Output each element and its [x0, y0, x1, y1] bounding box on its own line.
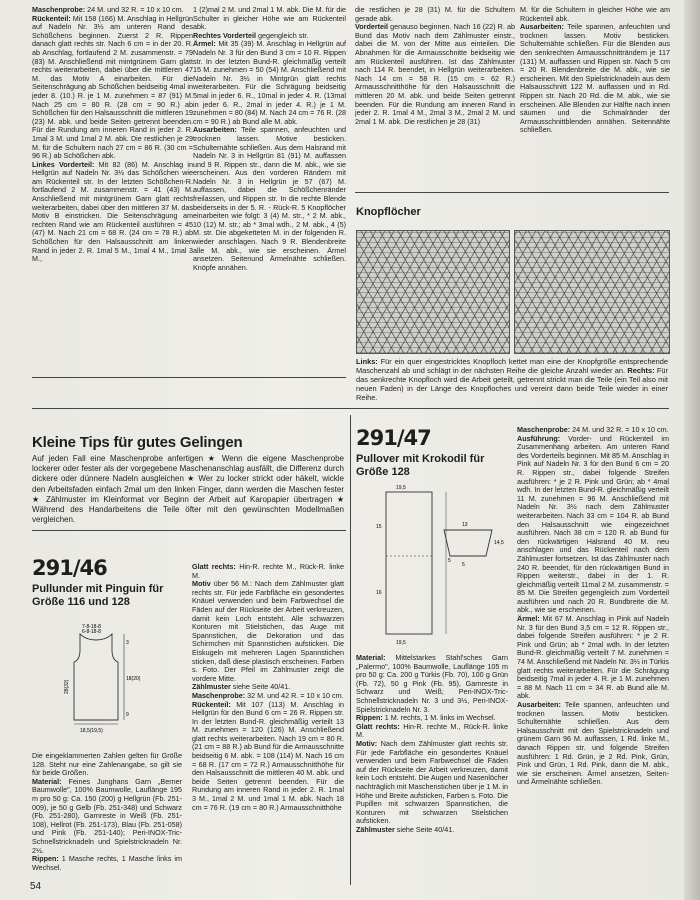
divider-vertical	[350, 415, 351, 885]
diagram-46-label: 18(20)	[126, 676, 141, 682]
para-46-1: Material: Feines Junghans Garn „Berner Baumwolle", 100% Baumwolle, Lauflänge 195 m pro 50 g: Ca. 150 (200) g Hellgrün (Fb. 251-009), je 50 g Gelb (Fb. 251-348) und Schwarz (Fb. 251-280), Garnreste in Weiß (Fb. 251-108), Hellrot (Fb. 251-173), Blau (Fb. 251-058) und Pink (Fb. 251-140); Peri-INOX-Tric-Schnellstricknadeln und Spielstricknadeln Nr. 2½.	[32, 776, 182, 855]
tips-body: Auf jeden Fall eine Maschenprobe anfertigen ★ Wenn die eigene Maschenprobe lockerer oder fester als der vorgegebene Maschenanschlag ausfällt, die Differenz durch dickere oder dünnere Nadeln ausgleichen ★ Wer zu locker strickt oder häkelt, wickle den Arbeitsfaden einfach 2mal um den linken Finger, dann werden die Maschen fester ★ Zählmuster im Kleinformat vor Beginn der Arbeit auf Karopapier übertragen ★ Während des Handarbeitens die Teile öfter mit den gewünschten Modellmaßen vergleichen.	[32, 454, 344, 525]
diagram-47-label: 15	[376, 524, 382, 530]
para-47-3: Motiv: Nach dem Zählmuster glatt rechts str. Für jede Farbfläche ein gesondertes Knäuel verwenden und beim Farbwechsel die Fäden auf der Rückseite der Arbeit verkreuzen, damit kein Loch entsteht. Die Augen und Nasenlöcher nachträglich mit Maschenstichen über je 1 M. in Höhe und Breite aufsticken, Farben s. Foto. Die Pupillen mit schwarzen Spannstichen, die Konturen mit schwarzen Stielstichen aufsticken.	[356, 738, 508, 826]
knopf-caption: Links: Für ein quer eingestricktes Knopfloch kettet man eine der Knopfgröße entsprechende Maschenzahl ab und schlägt in der nächsten Reihe die gleiche Anzahl wieder an. Rechts: Für das senkrechte Knopfloch wird die Arbeit geteilt, getrennt strickt man die Teile (ein Teil also mit neuen Faden) in der Länge des Knopfloches und vereint dann beide Teile wieder in einer Reihe.	[356, 357, 668, 402]
para-c3-0: die restlichen je 28 (31) M. für die Schultern gerade abk.	[355, 6, 515, 23]
para-47r-3: Ausarbeiten: Teile spannen, anfeuchten und trocknen lassen. Motiv besticken. Schulternähte schließen. Aus dem Halsausschnitt mit den Spielstricknadeln und grünem Garn 96 M. auffassen, 1 Rd. linke M., danach Rippen str. und folgende Streifen ausführen: 1 Rd. Grün, je 2 Rd. Pink, Grün, Pink und Grün, 1 Rd. Pink, dann die M. abk., wie sie erscheinen. Ärmel ansetzen, Seiten- und Ärmelnähte schließen.	[517, 700, 669, 787]
para-46-0: Die eingeklammerten Zahlen gelten für Größe 128. Steht nur eine Zahlenangabe, so gilt sie für beide Größen.	[32, 752, 182, 778]
diagram-47-label: 19,5	[396, 640, 406, 646]
para-c2-3: Ausarbeiten: Teile spannen, anfeuchten und trocknen lassen. Motive besticken. Schulternähte schließen. Aus dem Halsrand mit Nadeln Nr. 3 in Hellgrün 81 (91) M. auffassen und 9 R. Rippen str., dann die M. abk., wie sie erscheinen. Aus den vorderen Rändern mit Nadeln Nr. 3 in Hellgrün je 57 (67) M. auffassen, dabei die Schößchenränder freilassen, und Rippen str. In die rechte Blende beiderseits in der 5. R. - Rück-R. 5 Knopflöcher einarbeiten wie folgt: 3 (4) M. str., * 2 M. abk., 10 (12) M. str.; ab * 3mal wdh., 2 M. abk., 4 (5) M. str. Die abgeketteten M. in der folgenden R. wieder anschlagen. Nach 9 R. Blendenbreite alle M. abk., wie sie erscheinen. Ärmel ansetzen. Seitenund Ärmelnähte schließen. Knöpfe annähen.	[193, 125, 346, 272]
para-c4-1: Ausarbeiten: Teile spannen, anfeuchten und trocknen lassen. Motiv besticken. Schulternähte schließen. Für die Blenden aus den senkrechten Armausschnitträndern je 117 (131) M. auffassen und Rippen str. Nach 5 cm = 20 R. Blendenbreite die M. abk., wie sie erscheinen. Mit den Spielstricknadeln aus dem Halsausschnitt 122 M. auffassen und in Rd. Rippen str. Nach 20 Rd. die M. abk., wie sie erscheinen. Alle Blenden zur Hälfte nach innen säumen und die Schmalränder der Armausschnittblenden annähen. Seitennähte schließen.	[520, 22, 670, 135]
col2-bottom	[192, 563, 344, 879]
para-c2b-0: Glatt rechts: Hin-R. rechte M., Rück-R. linke M.	[192, 563, 344, 580]
article-46-body	[32, 752, 182, 874]
article-47-subtitle: Pullover mit Krokodil für Größe 128	[356, 453, 485, 478]
para-c2-1: Rechtes Vorderteil gegengleich str.	[193, 30, 309, 40]
article-46-subtitle: Pullunder mit Pinguin für Größe 116 und 128	[32, 583, 164, 608]
diagram-46-label: 9	[126, 712, 129, 718]
diagram-46-label: 7-8-18-8	[82, 624, 101, 630]
diagram-47-label: 13	[462, 522, 468, 528]
col1-top	[32, 6, 193, 386]
diagram-46-label: 28(32)	[64, 679, 70, 694]
col3-top	[355, 6, 515, 188]
pattern-diagram-47	[362, 482, 508, 648]
divider-knopf	[355, 192, 669, 193]
buttonhole-photo-left	[356, 230, 510, 354]
page-edge	[684, 0, 700, 900]
diagram-47-label: 14,5	[494, 540, 504, 546]
para-47-0: Material: Mittelstarkes Stahl'sches Garn „Palermo", 100% Baumwolle, Lauflänge 105 m pro 50 g: Ca. 200 g Türkis (Fb. 70), 100 g Grün (Fb. 72), 50 g Pink (Fb. 95), Garnreste in Schwarz und Weiß; Peri-INOX-Tric-Schnellstricknadeln Nr. 3 und 3½, Peri-INOX-Spielstricknadeln Nr. 3.	[356, 654, 508, 714]
para-47-2: Glatt rechts: Hin-R. rechte M., Rück-R. linke M.	[356, 721, 508, 740]
article-47-body	[356, 654, 508, 880]
article-47-number: 291/47	[356, 426, 431, 450]
diagram-47-label: 16	[376, 590, 382, 596]
diagram-47-label: 19,5	[396, 485, 406, 491]
col2-top	[193, 6, 346, 386]
para-46-2: Rippen: 1 Masche rechts, 1 Masche links im Wechsel.	[32, 854, 182, 872]
para-c2-2: Ärmel: Mit 35 (39) M. Anschlag in Hellgrün auf Nadeln Nr. 3 für den Bund 3 cm = 10 R. Rippen str. In der letzten Bund-R. gleichmäßig verteilt 15 M. zunehmen = 50 (54) M. Anschließend mit Nadeln Nr. 3½ in Mintgrün glatt rechts weiterarbeiten. Für die Schrägung beidseitig 5mal in jeder 6. R., 10mal in jeder 4. R. (13mal in jeder 6. R., 2mal in jeder 4. R.) je 1 M. zunehmen = 80 (84) M. Nach 24 cm = 76 R. (28 cm = 90 R.) ab Bund alle M. abk.	[193, 39, 346, 126]
diagram-47-label: 5	[462, 562, 465, 568]
para-c1-2: Linkes Vorderteil: Mit 82 (86) M. Anschlag in Hellgrün auf Nadeln Nr. 3½ das Schößchen wie am Rückenteil str. In der letzten Schößchen-R. fortlaufend 2 M. zusammenstr. = 41 (43) M. Anschließend mit mintgrünem Garn glatt rechts weiterarbeiten, dabei über den mittleren 37 M. das Motiv B einstricken. Die Seitenschrägung am rechten Rand wie am Rückenteil ausführen = 45 (47) M. Nach 21 cm = 68 R. (24 cm = 78 R.) ab Schößchen für den Halsausschnitt am linken Rand in jeder 2. R. 1mal 5 M., 1mal 4 M., 1mal 3 M.,	[32, 159, 193, 264]
para-c2b-2: Zählmuster siehe Seite 40/41.	[192, 682, 291, 692]
para-c4-0: M. für die Schultern in gleicher Höhe wie am Rückenteil abk.	[520, 6, 670, 23]
para-47-4: Zählmuster siehe Seite 40/41.	[356, 824, 455, 834]
buttonhole-photo-right	[514, 230, 670, 354]
para-c3-1: Vorderteil genauso beginnen. Nach 16 (22) R. ab Bund das Motiv nach dem Zählmuster einstr., dabei die M. von der Mitte aus einteilen. Die Abnahmen für die Armausschnitte beidseitig wie am Rückenteil ausführen. Ist das Zählmuster nach 114 R. beendet, in Hellgrün weiterarbeiten. Nach 14 cm = 58 R. (15 cm = 62 R.) Armausschnitthöhe für den Halsausschnitt die mittleren 20 M. abk. und beide Seiten getrennt beenden. Für die Rundung am inneren Rand in jeder 2. R. 1mal 4 M., 2mal 3 M., 2mal 2 M. und 2mal 1 M. abk. Die restlichen je 28 (31)	[355, 22, 515, 126]
col4-top	[520, 6, 670, 188]
para-47-1: Rippen: 1 M. rechts, 1 M. links im Wechsel.	[356, 713, 496, 723]
para-47r-0: Maschenprobe: 24 M. und 32 R. = 10 x 10 cm.	[517, 426, 669, 434]
para-c2-0: 1 (2)mal 2 M. und 2mal 1 M. abk. Die M. für die Schulter in gleicher Höhe wie am Rückenteil abk.	[193, 6, 346, 32]
para-47r-1: Ausführung: Vorder- und Rückenteil im Zusammenhang arbeiten. Am unteren Rand des Vorderteils beginnen. Mit 85 M. Anschlag in Pink auf Nadeln Nr. 3 für den Bund 6 cm = 20 R. Rippen str., dabei folgende Streifen ausführen: * je 2 R. Pink und Grün; ab * 4mal wdh. In der letzten Bund-R. gleichmäßig verteilt 11 M. zunehmen = 96 M. Anschließend mit Nadeln Nr. 3½ nach dem Zählmuster weiterarbeiten. Nach 33 cm = 104 R. ab Bund den Halsausschnitt wie eingezeichnet ausführen. Nach 38 cm = 120 R. ab Bund für den rückwärtigen Halsrand 40 M. neu anschlagen und das Rückenteil nach dem Zählmuster fortsetzen. Ist das Zählmuster nach 240 R. beendet, für den rückwärtigen Bund in Rippen weiterstr., dabei in der 1. R. gleichmäßig verteilt 11mal 2 M. zusammenstr. = 85 M. Die Streifen gegengleich zum Vorderteil ausführen und nach 20 R. Bundbreite die M. abk., wie sie erscheinen.	[517, 433, 669, 615]
divider-main	[32, 377, 346, 378]
article-46-number: 291/46	[32, 556, 107, 580]
para-47r-2: Ärmel: Mit 67 M. Anschlag in Pink auf Nadeln Nr. 3 für den Bund 3,5 cm = 12 R. Rippen str., dabei folgende Streifen ausführen: * je 2 R. Pink und Grün; ab * 2mal wdh. In der letzten Bund-R. gleichmäßig verteilt 7 M. zunehmen = 74 M. Anschließend mit Nadeln Nr. 3½ in Türkis glatt rechts weiterarbeiten. Für die Schrägung beidseitig 7mal in jeder 4. R. je 1 M. zunehmen = 88 M. Nach 11 cm = 34 R. ab Bund alle M. abk.	[517, 614, 669, 701]
diagram-46-label: 18,5(19,5)	[80, 728, 103, 734]
knopf-title: Knopflöcher	[356, 206, 421, 218]
para-c2b-4: Rückenteil: Mit 107 (113) M. Anschlag in Hellgrün für den Bund 6 cm = 26 R. Rippen str. In der letzten Bund-R. gleichmäßig verteilt 13 M. zunehmen = 120 (126) M. Anschließend glatt rechts weiterarbeiten. Nach 19 cm = 80 R. (21 cm = 88 R.) ab Bund für die Armausschnitte beidseitig 6 M. abk. = 108 (114) M. Nach 16 cm = 68 R. (17 cm = 72 R.) Armausschnitthöhe für den Halsausschnitt die mittleren 40 M. abk. und beide Seiten getrennt beenden. Für die Rundung am inneren Rand in jeder 2. R. 1mal 3 M., 1mal 2 M. und 1mal 1 M. abk. Nach 18 cm = 76 R. (19 cm = 80 R.) Armausschnitthöhe	[192, 699, 344, 812]
para-c1-1: Rückenteil: Mit 158 (166) M. Anschlag in Hellgrün auf Nadeln Nr. 3½ am unteren Rand des Schößchens beginnen. Zuerst 2 R. Rippen danach glatt rechts str. Nach 6 cm = in der 20. R. ab Anschlag, fortlaufend 2 M. zusammenstr. = 79 (83) M. Anschließend mit mintgrünem Garn glatt rechts weiterarbeiten, dabei über die mittleren 47 M. das Motiv A einarbeiten. Für die Seitenschrägung ab Schößchen beidseitig 4mal in jeder 8. (10.) R. je 1 M. zunehmen = 87 (91) M. Nach 25 cm = 80 R. (28 cm = 90 R.) ab Schößchen für den Halsausschnitt die mittleren 19 (23) M. abk. und beide Seiten getrennt beenden. Für die Rundung am inneren Rand in jeder 2. R. 1mal 3 M. und 1mal 2 M. abk. Die restlichen je 29 M. für die Schultern nach 27 cm = 86 R. (30 cm = 96 R.) ab Schößchen abk.	[32, 13, 193, 161]
para-c2b-1: Motiv über 56 M.: Nach dem Zählmuster glatt rechts str. Für jede Farbfläche ein gesondertes Knäuel verwenden und beim Farbwechsel die Fäden auf der Rückseite der Arbeit verkreuzen, damit kein Loch entsteht. Alle schwarzen Konturen mit Stielstichen, das Auge mit Spannstichen, die Dekoration und das Schirmchen mit Spannstichen aufsticken. Die Eiskugeln mit mehreren Lagen Spannstichen sticken, daß diese plastisch erscheinen. Farben s. Foto. Der Pfeil im Zählmuster zeigt die vordere Mitte.	[192, 579, 344, 683]
article-47-right	[517, 426, 669, 880]
divider-tips	[32, 408, 669, 409]
diagram-46-label: 6-8-18-8	[82, 629, 101, 635]
pattern-diagram-46	[62, 620, 162, 740]
tips-title: Kleine Tips für gutes Gelingen	[32, 434, 243, 451]
diagram-46-label: 3	[126, 640, 129, 646]
para-c1-0: Maschenprobe: 24 M. und 32 R. = 10 x 10 cm.	[32, 6, 184, 14]
divider-46	[32, 530, 346, 531]
diagram-47-label: 5	[448, 558, 451, 564]
para-c2b-3: Maschenprobe: 32 M. und 42 R. = 10 x 10 cm.	[192, 690, 344, 700]
page-number: 54	[30, 881, 42, 892]
